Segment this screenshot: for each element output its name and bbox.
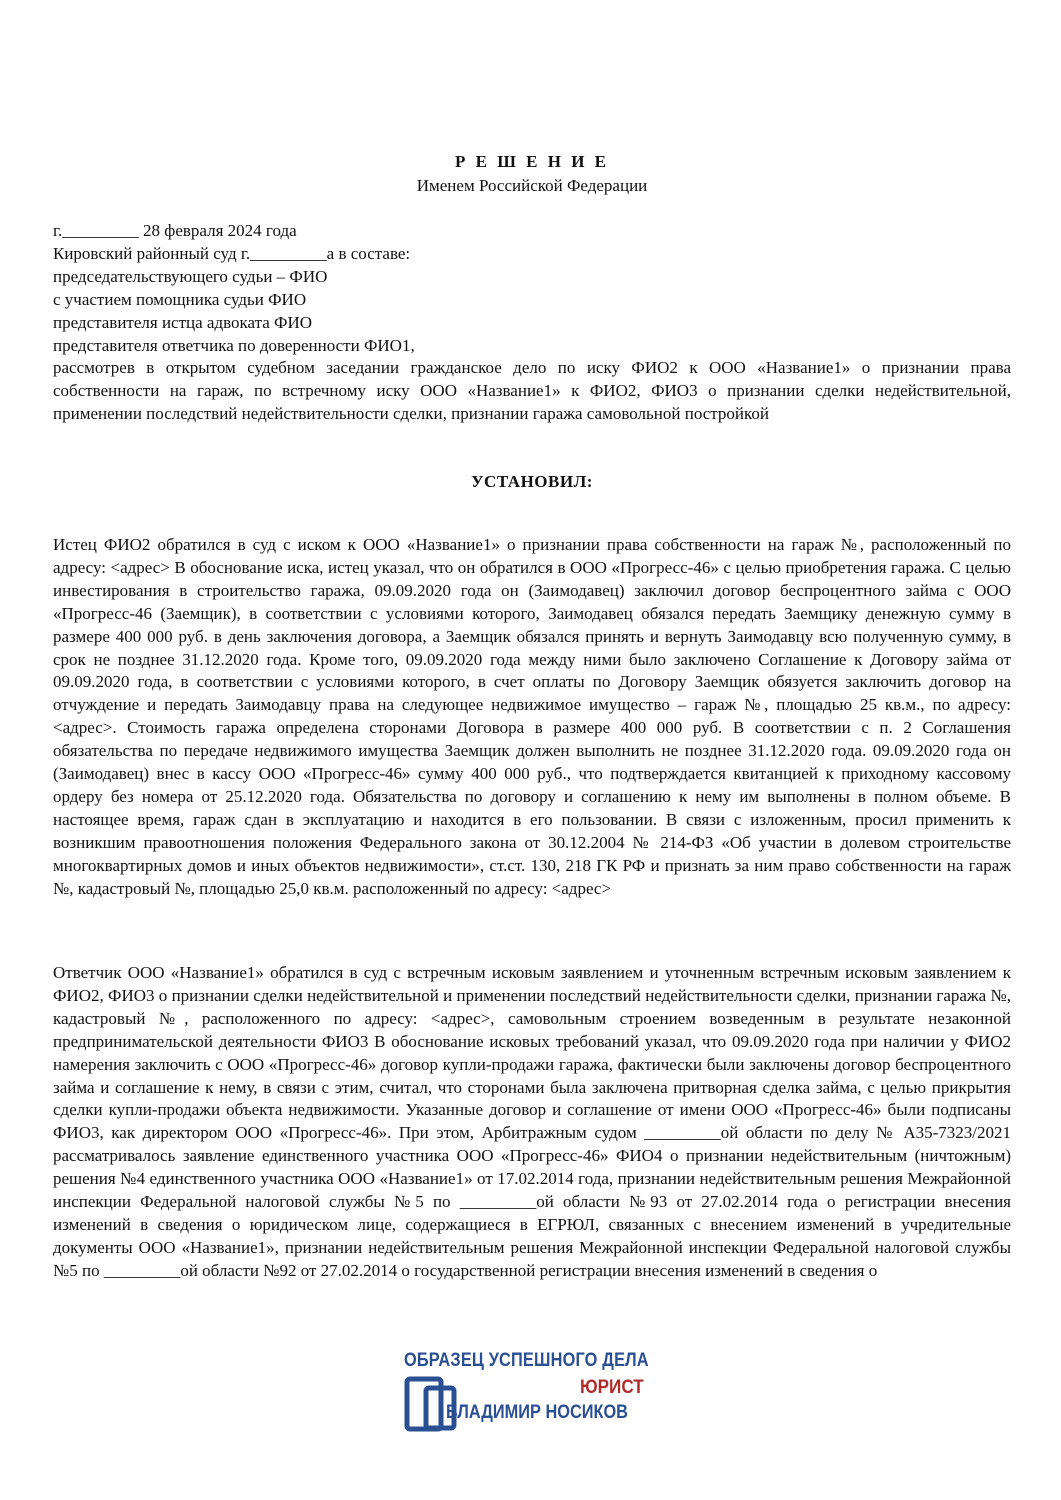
document-title: Р Е Ш Е Н И Е <box>454 152 609 171</box>
paragraph-plaintiff-claim: Истец ФИО2 обратился в суд с иском к ООО «Название1» о признании права собственности на гараж №, расположенный по адресу: <адрес> В обоснование иска, истец указал, что он обратился в ООО «Прогресс-46» с целью приобретения гаража. С целью инвестирования в строительство гаража, 09.09.2020 года он (Заимодавец) заключил договор беспроцентного займа с ООО «Прогресс-46 (Заемщик), в соответствии с условиями которого, Заимодавец обязался передать Заемщику денежную сумму в размере 400 000 руб. в день заключения договора, а Заемщик обязался принять и вернуть Заимодавцу всю полученную сумму, в срок не позднее 31.12.2020 года. Кроме того, 09.09.2020 года между ними было заключено Соглашение к Договору займа от 09.09.2020 года, в соответствии с условиями которого, в счет оплаты по Договору Заемщик обязуется заключить договор на отчуждение и передать Заимодавцу права на следующее недвижимое имущество – гараж №, площадью 25 кв.м., по адресу: <адрес>. Стоимость гаража определена сторонами Договора в размере 400 000 руб. В соответствии с п. 2 Соглашения обязательства по передаче недвижимого имущества Заемщик должен выполнить не позднее 31.12.2020 года. 09.09.2020 года он (Заимодавец) внес в кассу ООО «Прогресс-46» сумму 400 000 руб., что подтверждается квитанцией к приходному кассовому ордеру без номера от 25.12.2020 года. Обязательства по договору и соглашению к нему им выполнены в полном объеме. В настоящее время, гараж сдан в эксплуатацию и находится в его пользовании. В связи с изложенным, просил применить к возникшим правоотношения положения Федерального закона от 30.12.2004 № 214-ФЗ «Об участии в долевом строительстве многоквартирных домов и иных объектов недвижимости», ст.ст. 130, 218 ГК РФ и признать за ним право собственности на гараж №, кадастровый №, площадью 25,0 кв.м. расположенный по адресу: <адрес> <box>53 535 1011 898</box>
intro-line-place-date: г._________ 28 февраля 2024 года <box>53 221 297 240</box>
intro-line-defendant-rep: представителя ответчика по доверенности ФИО1, <box>53 335 415 355</box>
intro-line-court: Кировский районный суд г._________а в составе: <box>53 243 411 263</box>
watermark-line1: ОБРАЗЕЦ УСПЕШНОГО ДЕЛА <box>404 1350 649 1371</box>
intro-line-plaintiff-rep: представителя истца адвоката ФИО <box>53 312 313 332</box>
watermark-line2: ЮРИСТ <box>580 1377 644 1398</box>
paragraph-counterclaim: Ответчик ООО «Название1» обратился в суд с встречным исковым заявлением и уточненным встречным исковым заявлением к ФИО2, ФИО3 о признании сделки недействительной и применении последствий недействительности сделки, признании гаража №, кадастровый №, расположенного по адресу: <адрес>, самовольным строением возведенным в результате незаконной предпринимательской деятельности ФИО3 В обоснование исковых требований указал, что 09.09.2020 года при наличии у ФИО2 намерения заключить с ООО «Прогресс-46» договор купли-продажи гаража, фактически были заключены договор беспроцентного займа и соглашение к нему, в связи с этим, считал, что сторонами была заключена притворная сделка займа, с целью прикрытия сделки купли-продажи объекта недвижимости. Указанные договор и соглашение от имени ООО «Прогресс-46» были подписаны ФИО3, как директором ООО «Прогресс-46». При этом, Арбитражным судом _________ой области по делу № А35-7323/2021 рассматривалось заявление единственного участника ООО «Прогресс-46» ФИО4 о признании недействительным (ничтожным) решения №4 единственного участника ООО «Название1» от 17.02.2014 года, признании недействительным решения Межрайонной инспекции Федеральной налоговой службы №5 по _________ой области №93 от 27.02.2014 года о регистрации внесения изменений в сведения о юридическом лице, содержащиеся в ЕГРЮЛ, связанных с внесением изменений в учредительные документы ООО «Название1», признании недействительным решения Межрайонной инспекции Федеральной налоговой службы №5 по _________ой области №92 от 27.02.2014 о государственной регистрации внесения изменений в сведения о <box>53 963 1011 1280</box>
intro-line-judge: председательствующего судьи – ФИО <box>53 266 328 286</box>
document-subtitle: Именем Российской Федерации <box>416 176 648 195</box>
case-description: рассмотрев в открытом судебном заседании гражданское дело по иску ФИО2 к ООО «Название1» о признании права собственности на гараж, по встречному иску ООО «Название1» к ФИО2, ФИО3 о признании сделки недействительной, применении последствий недействительности сделки, признании гаража самовольной постройкой <box>53 358 1011 424</box>
intro-block <box>53 220 1011 426</box>
intro-line-assistant: с участием помощника судьи ФИО <box>53 289 307 309</box>
watermark-line3: ВЛАДИМИР НОСИКОВ <box>446 1402 628 1423</box>
section-heading: УСТАНОВИЛ: <box>471 472 593 491</box>
watermark-logo <box>400 1350 662 1432</box>
